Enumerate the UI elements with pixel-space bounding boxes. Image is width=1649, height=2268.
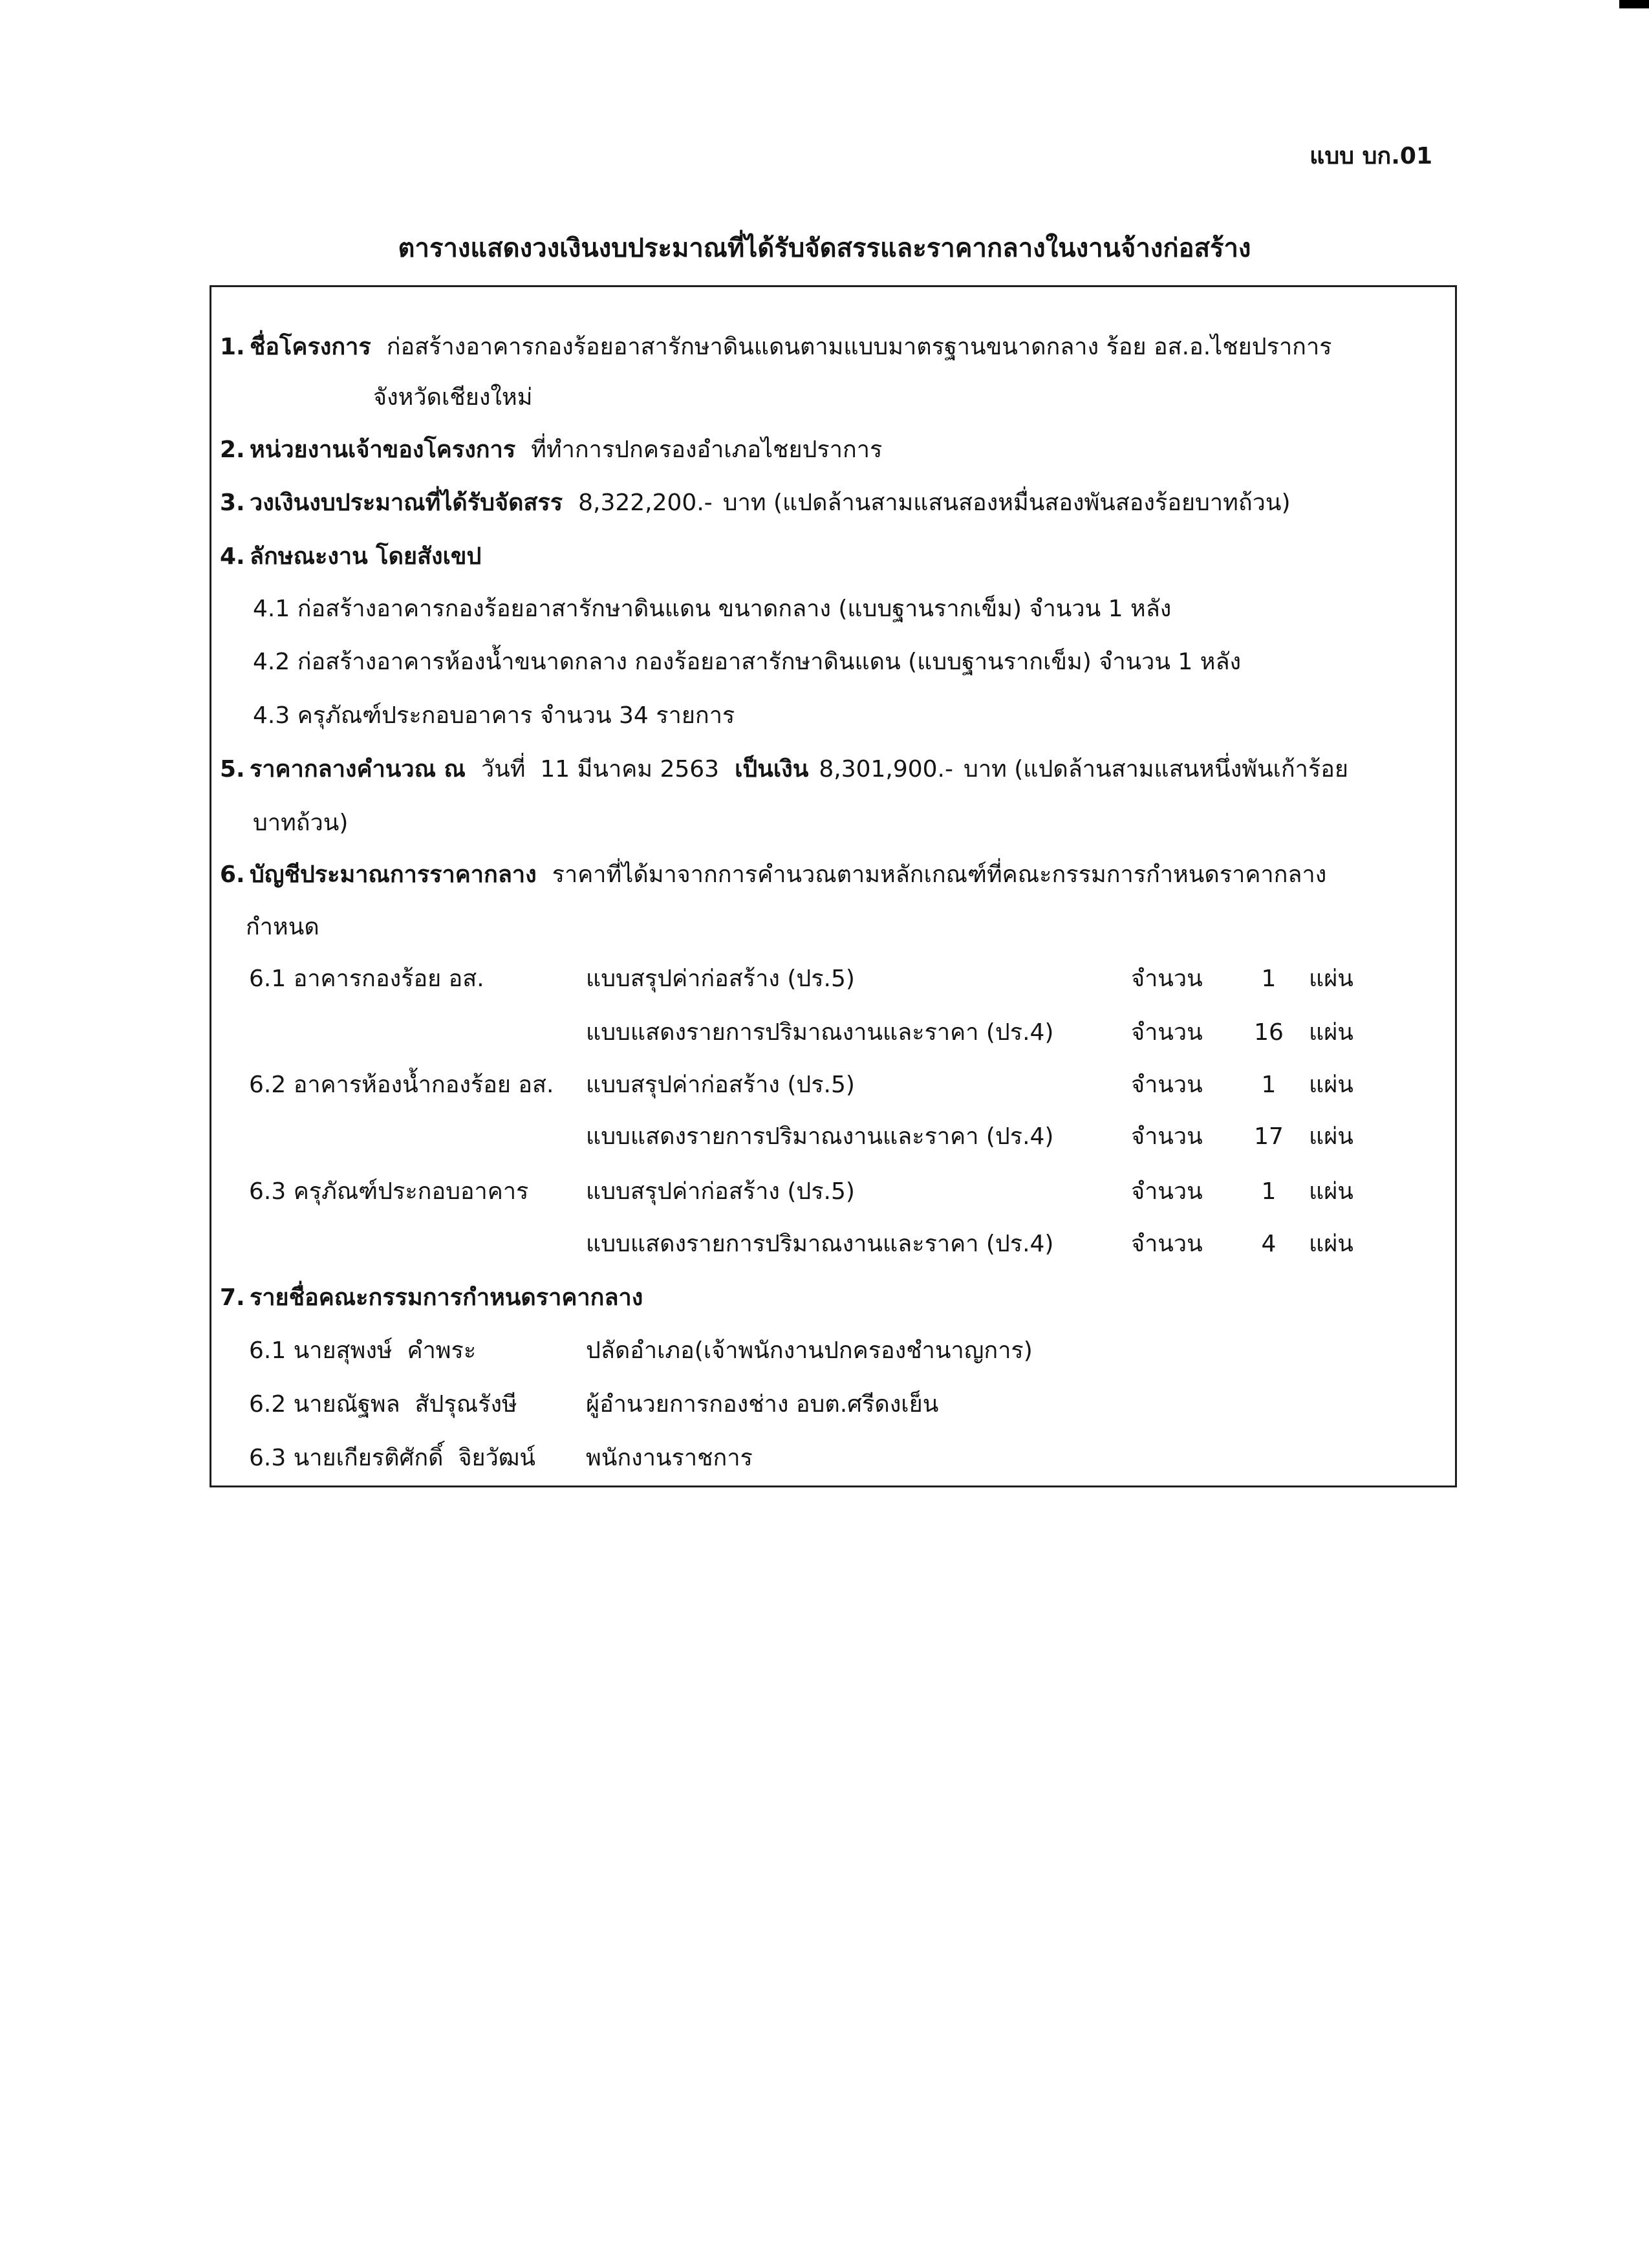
work-item: 4.3 ครุภัณฑ์ประกอบอาคาร จำนวน 34 รายการ — [253, 702, 735, 729]
project-name: ก่อสร้างอาคารกองร้อยอาสารักษาดินแดนตามแบบมาตรฐานขนาดกลาง ร้อย อส.อ.ไชยปราการ — [386, 334, 1332, 360]
form-code: แบบ บก.01 — [1310, 143, 1432, 169]
quantity-value: 4 — [1261, 1231, 1277, 1257]
median-price-text-continuation: บาทถ้วน) — [253, 810, 349, 836]
section-4-number: 4. — [220, 543, 245, 570]
section-2-label: หน่วยงานเจ้าของโครงการ — [250, 437, 516, 463]
median-price-amount: 8,301,900.- — [819, 756, 953, 783]
section-1 — [220, 328, 1332, 367]
section-5 — [220, 750, 1348, 789]
quantity-value: 1 — [1261, 1072, 1277, 1098]
section-7-label: รายชื่อคณะกรรมการกำหนดราคากลาง — [250, 1284, 643, 1311]
section-6-number: 6. — [220, 861, 245, 888]
section-2-number: 2. — [220, 437, 245, 463]
quantity-label: จำนวน — [1131, 1123, 1203, 1150]
median-price-text: บาท (แปดล้านสามแสนหนึ่งพันเก้าร้อย — [964, 756, 1348, 783]
estimate-document: แบบแสดงรายการปริมาณงานและราคา (ปร.4) — [586, 1019, 1054, 1046]
section-3 — [220, 484, 1291, 523]
section-6 — [220, 856, 1326, 894]
quantity-value: 17 — [1254, 1123, 1284, 1150]
budget-amount-text: บาท (แปดล้านสามแสนสองหมื่นสองพันสองร้อยบาทถ้วน) — [722, 490, 1291, 516]
member-position: พนักงานราชการ — [586, 1445, 753, 1471]
work-item: 4.2 ก่อสร้างอาคารห้องน้ำขนาดกลาง กองร้อยอาสารักษาดินแดน (แบบฐานรากเข็ม) จำนวน 1 หลัง — [253, 649, 1242, 675]
estimate-group: 6.2 อาคารห้องน้ำกองร้อย อส. — [249, 1072, 554, 1098]
quantity-unit: แผ่น — [1309, 1178, 1353, 1205]
section-7 — [220, 1279, 643, 1317]
quantity-unit: แผ่น — [1309, 1123, 1353, 1150]
budget-amount: 8,322,200.- — [578, 490, 713, 516]
section-3-number: 3. — [220, 490, 245, 516]
estimate-group: 6.1 อาคารกองร้อย อส. — [249, 966, 484, 992]
quantity-label: จำนวน — [1131, 1178, 1203, 1205]
estimate-document: แบบแสดงรายการปริมาณงานและราคา (ปร.4) — [586, 1231, 1054, 1257]
project-name-continuation: จังหวัดเชียงใหม่ — [373, 384, 533, 411]
quantity-label: จำนวน — [1131, 1019, 1203, 1046]
section-5-label: ราคากลางคำนวณ ณ — [250, 756, 466, 783]
quantity-unit: แผ่น — [1309, 1019, 1353, 1046]
estimate-group: 6.3 ครุภัณฑ์ประกอบอาคาร — [249, 1178, 529, 1205]
estimate-document: แบบแสดงรายการปริมาณงานและราคา (ปร.4) — [586, 1123, 1054, 1150]
scan-edge-mark — [1619, 0, 1649, 8]
section-7-number: 7. — [220, 1284, 245, 1311]
quantity-label: จำนวน — [1131, 1072, 1203, 1098]
member-name: 6.1 นายสุพงษ์ คำพระ — [249, 1337, 477, 1364]
quantity-unit: แผ่น — [1309, 1072, 1353, 1098]
section-5-number: 5. — [220, 756, 245, 783]
member-position: ผู้อำนวยการกองช่าง อบต.ศรีดงเย็น — [586, 1391, 939, 1418]
quantity-label: จำนวน — [1131, 1231, 1203, 1257]
section-1-label: ชื่อโครงการ — [250, 334, 371, 360]
quantity-unit: แผ่น — [1309, 966, 1353, 992]
work-item: 4.1 ก่อสร้างอาคารกองร้อยอาสารักษาดินแดน ขนาดกลาง (แบบฐานรากเข็ม) จำนวน 1 หลัง — [253, 596, 1172, 622]
section-4 — [220, 537, 481, 576]
calculation-date: วันที่ 11 มีนาคม 2563 — [480, 756, 720, 783]
estimate-document: แบบสรุปค่าก่อสร้าง (ปร.5) — [586, 1072, 855, 1098]
member-position: ปลัดอำเภอ(เจ้าพนักงานปกครองชำนาญการ) — [586, 1337, 1033, 1364]
section-1-number: 1. — [220, 334, 245, 360]
quantity-unit: แผ่น — [1309, 1231, 1353, 1257]
member-name: 6.3 นายเกียรติศักดิ์ จิยวัฒน์ — [249, 1445, 535, 1471]
estimate-description: ราคาที่ได้มาจากการคำนวณตามหลักเกณฑ์ที่คณะกรรมการกำหนดราคากลาง — [552, 861, 1327, 888]
estimate-document: แบบสรุปค่าก่อสร้าง (ปร.5) — [586, 1178, 855, 1205]
median-price-label: เป็นเงิน — [735, 756, 809, 783]
estimate-description-continuation: กำหนด — [246, 914, 319, 940]
section-4-label: ลักษณะงาน โดยสังเขป — [250, 543, 482, 570]
quantity-value: 16 — [1254, 1019, 1284, 1046]
estimate-document: แบบสรุปค่าก่อสร้าง (ปร.5) — [586, 966, 855, 992]
section-2 — [220, 431, 882, 470]
section-3-label: วงเงินงบประมาณที่ได้รับจัดสรร — [250, 490, 563, 516]
section-6-label: บัญชีประมาณการราคากลาง — [250, 861, 537, 888]
quantity-label: จำนวน — [1131, 966, 1203, 992]
project-owner: ที่ทำการปกครองอำเภอไชยปราการ — [531, 437, 883, 463]
document-title: ตารางแสดงวงเงินงบประมาณที่ได้รับจัดสรรและราคากลางในงานจ้างก่อสร้าง — [398, 233, 1251, 263]
member-name: 6.2 นายณัฐพล สัปรุณรังษี — [249, 1391, 517, 1418]
quantity-value: 1 — [1261, 1178, 1277, 1205]
quantity-value: 1 — [1261, 966, 1277, 992]
